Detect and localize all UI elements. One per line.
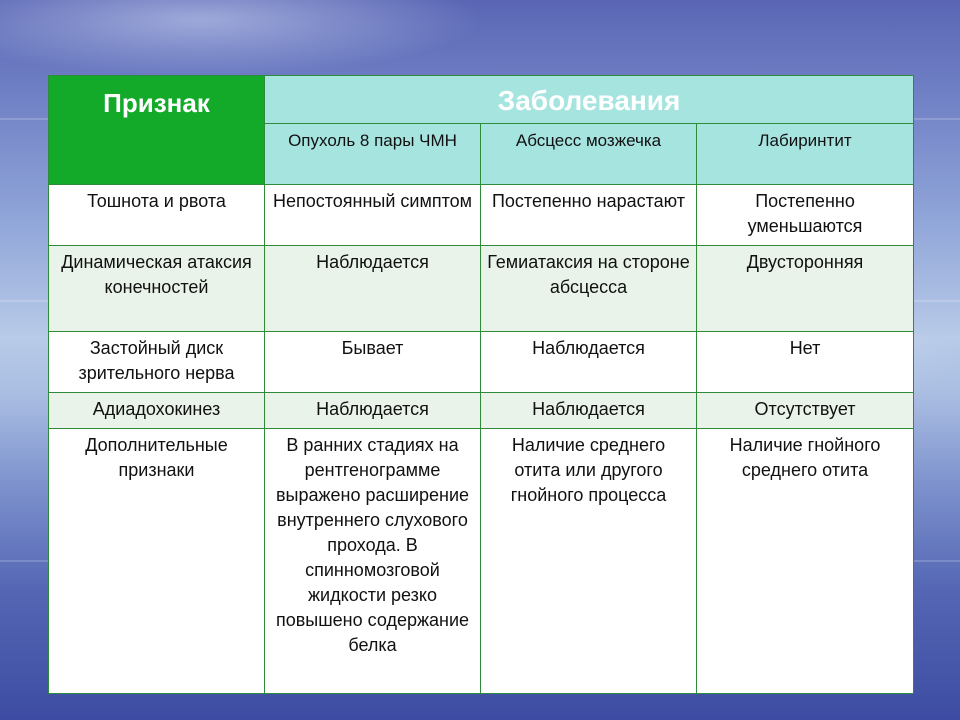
cell: Наличие гнойного среднего отита xyxy=(697,429,914,694)
table-row xyxy=(49,246,914,332)
cell: В ранних стадиях на рентгенограмме выражено расширение внутреннего слухового прохода. В спинномозговой жидкости резко повышено содержание белка xyxy=(265,429,481,694)
cell: Бывает xyxy=(265,332,481,393)
cell: Нет xyxy=(697,332,914,393)
comparison-table xyxy=(48,75,914,694)
cell: Наблюдается xyxy=(265,393,481,429)
header-diseases: Заболевания xyxy=(265,76,914,124)
header-sign: Признак xyxy=(49,76,265,185)
cell: Наблюдается xyxy=(265,246,481,332)
cell: Гемиатаксия на стороне абсцесса xyxy=(481,246,697,332)
cell: Двусторонняя xyxy=(697,246,914,332)
table-row xyxy=(49,185,914,246)
cell: Непостоянный симптом xyxy=(265,185,481,246)
column-header-labyrinthitis: Лабиринтит xyxy=(697,124,914,185)
cell: Наблюдается xyxy=(481,332,697,393)
table-row xyxy=(49,332,914,393)
cell: Наблюдается xyxy=(481,393,697,429)
row-sign: Застойный диск зрительного нерва xyxy=(49,332,265,393)
row-sign: Адиадохокинез xyxy=(49,393,265,429)
row-sign: Динамическая атаксия конечностей xyxy=(49,246,265,332)
cell: Постепенно нарастают xyxy=(481,185,697,246)
column-header-abscess: Абсцесс мозжечка xyxy=(481,124,697,185)
table-row xyxy=(49,393,914,429)
row-sign: Дополнительные признаки xyxy=(49,429,265,694)
row-sign: Тошнота и рвота xyxy=(49,185,265,246)
cell: Постепенно уменьшаются xyxy=(697,185,914,246)
cell: Наличие среднего отита или другого гнойного процесса xyxy=(481,429,697,694)
column-header-tumor: Опухоль 8 пары ЧМН xyxy=(265,124,481,185)
table-row xyxy=(49,429,914,694)
header-row xyxy=(49,76,914,124)
cell: Отсутствует xyxy=(697,393,914,429)
